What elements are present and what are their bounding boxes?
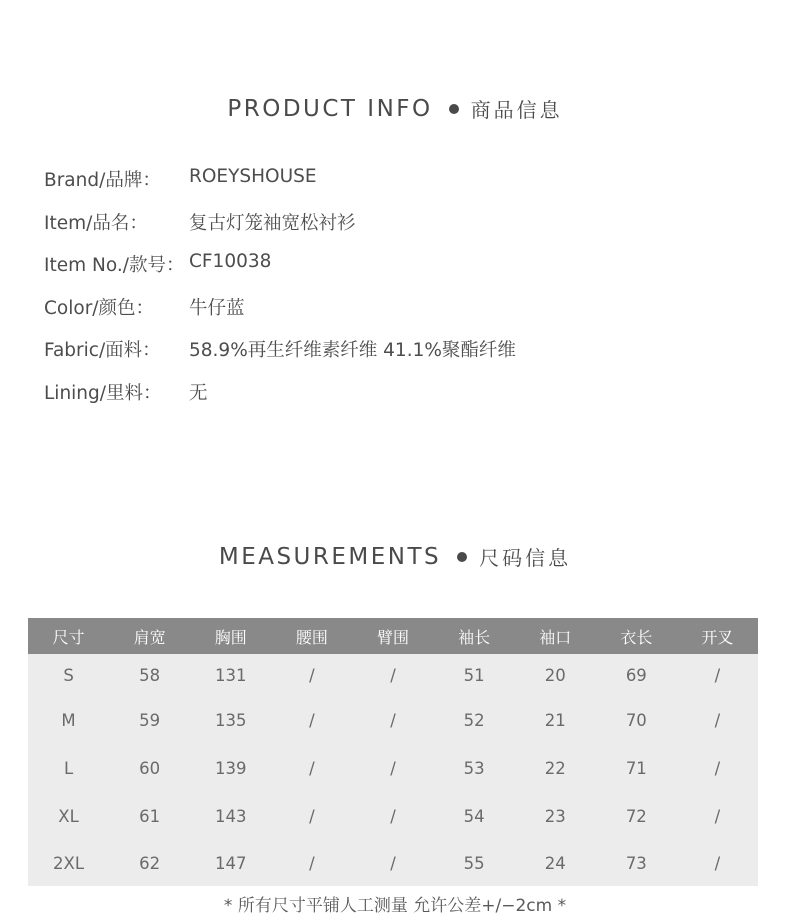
- table-cell: /: [271, 654, 352, 696]
- table-cell: /: [352, 696, 433, 744]
- table-cell: /: [352, 744, 433, 792]
- table-cell: 69: [596, 654, 677, 696]
- table-cell: /: [271, 840, 352, 886]
- info-value: 牛仔蓝: [189, 297, 245, 319]
- table-row: [28, 696, 758, 744]
- info-row-fabric: [44, 336, 744, 379]
- table-cell: 131: [190, 654, 271, 696]
- table-cell: 23: [515, 792, 596, 840]
- table-cell: 2XL: [28, 840, 109, 886]
- info-row-lining: [44, 379, 744, 422]
- product-info-title-en: PRODUCT INFO: [227, 95, 433, 122]
- table-cell: 60: [109, 744, 190, 792]
- measurement-note: * 所有尺寸平铺人工测量 允许公差+/−2cm *: [223, 896, 567, 916]
- table-cell: XL: [28, 792, 109, 840]
- table-cell: 21: [515, 696, 596, 744]
- column-header: 袖口: [515, 618, 596, 654]
- table-cell: /: [352, 792, 433, 840]
- table-cell: 53: [434, 744, 515, 792]
- info-row-item: [44, 209, 744, 252]
- table-cell: /: [677, 696, 758, 744]
- table-header-row: [28, 618, 758, 654]
- column-header: 臂围: [352, 618, 433, 654]
- info-label: Item No./款号：: [44, 255, 185, 277]
- table-row: [28, 654, 758, 696]
- table-cell: 55: [434, 840, 515, 886]
- table-cell: /: [271, 792, 352, 840]
- table-cell: 51: [434, 654, 515, 696]
- table-cell: /: [677, 744, 758, 792]
- product-info-list: [44, 166, 744, 422]
- table-cell: 139: [190, 744, 271, 792]
- table-cell: 52: [434, 696, 515, 744]
- table-cell: 72: [596, 792, 677, 840]
- table-cell: 24: [515, 840, 596, 886]
- size-chart-table: [28, 618, 758, 886]
- table-cell: 70: [596, 696, 677, 744]
- table-cell: /: [677, 792, 758, 840]
- column-header: 胸围: [190, 618, 271, 654]
- info-row-brand: [44, 166, 744, 209]
- table-cell: 73: [596, 840, 677, 886]
- table-cell: /: [677, 654, 758, 696]
- info-value: ROEYSHOUSE: [189, 166, 317, 187]
- info-value: 复古灯笼袖宽松衬衫: [189, 212, 356, 234]
- table-cell: 143: [190, 792, 271, 840]
- table-cell: /: [271, 696, 352, 744]
- table-cell: S: [28, 654, 109, 696]
- table-cell: L: [28, 744, 109, 792]
- table-cell: 135: [190, 696, 271, 744]
- info-row-item-no: [44, 251, 744, 294]
- table-cell: 62: [109, 840, 190, 886]
- product-info-title: [0, 94, 790, 123]
- table-cell: 59: [109, 696, 190, 744]
- info-label: Brand/品牌：: [44, 170, 161, 191]
- column-header: 尺寸: [28, 618, 109, 654]
- info-label: Lining/里料：: [44, 382, 162, 404]
- measurements-title: [0, 542, 790, 571]
- table-cell: 58: [109, 654, 190, 696]
- table-cell: 22: [515, 744, 596, 792]
- table-cell: 71: [596, 744, 677, 792]
- table-cell: 147: [190, 840, 271, 886]
- column-header: 衣长: [596, 618, 677, 654]
- table-cell: /: [352, 654, 433, 696]
- column-header: 袖长: [434, 618, 515, 654]
- table-cell: /: [271, 744, 352, 792]
- bullet-dot-icon: [449, 104, 459, 114]
- table-cell: /: [352, 840, 433, 886]
- info-value: 58.9%再生纤维素纤维 41.1%聚酯纤维: [189, 340, 516, 362]
- product-info-title-cn: 商品信息: [470, 98, 563, 122]
- info-row-color: [44, 294, 744, 337]
- info-value: CF10038: [189, 251, 272, 273]
- measurements-title-en: MEASUREMENTS: [218, 543, 442, 570]
- info-label: Item/品名：: [44, 212, 148, 234]
- table-row: [28, 744, 758, 792]
- measurements-title-cn: 尺码信息: [479, 546, 572, 570]
- info-label: Fabric/面料：: [44, 340, 161, 362]
- table-cell: 20: [515, 654, 596, 696]
- info-label: Color/颜色：: [44, 297, 155, 319]
- column-header: 肩宽: [109, 618, 190, 654]
- column-header: 腰围: [271, 618, 352, 654]
- table-cell: M: [28, 696, 109, 744]
- table-row: [28, 840, 758, 886]
- bullet-dot-icon: [457, 552, 467, 562]
- table-cell: 54: [434, 792, 515, 840]
- table-row: [28, 792, 758, 840]
- column-header: 开叉: [677, 618, 758, 654]
- table-cell: /: [677, 840, 758, 886]
- table-cell: 61: [109, 792, 190, 840]
- info-value: 无: [189, 382, 208, 404]
